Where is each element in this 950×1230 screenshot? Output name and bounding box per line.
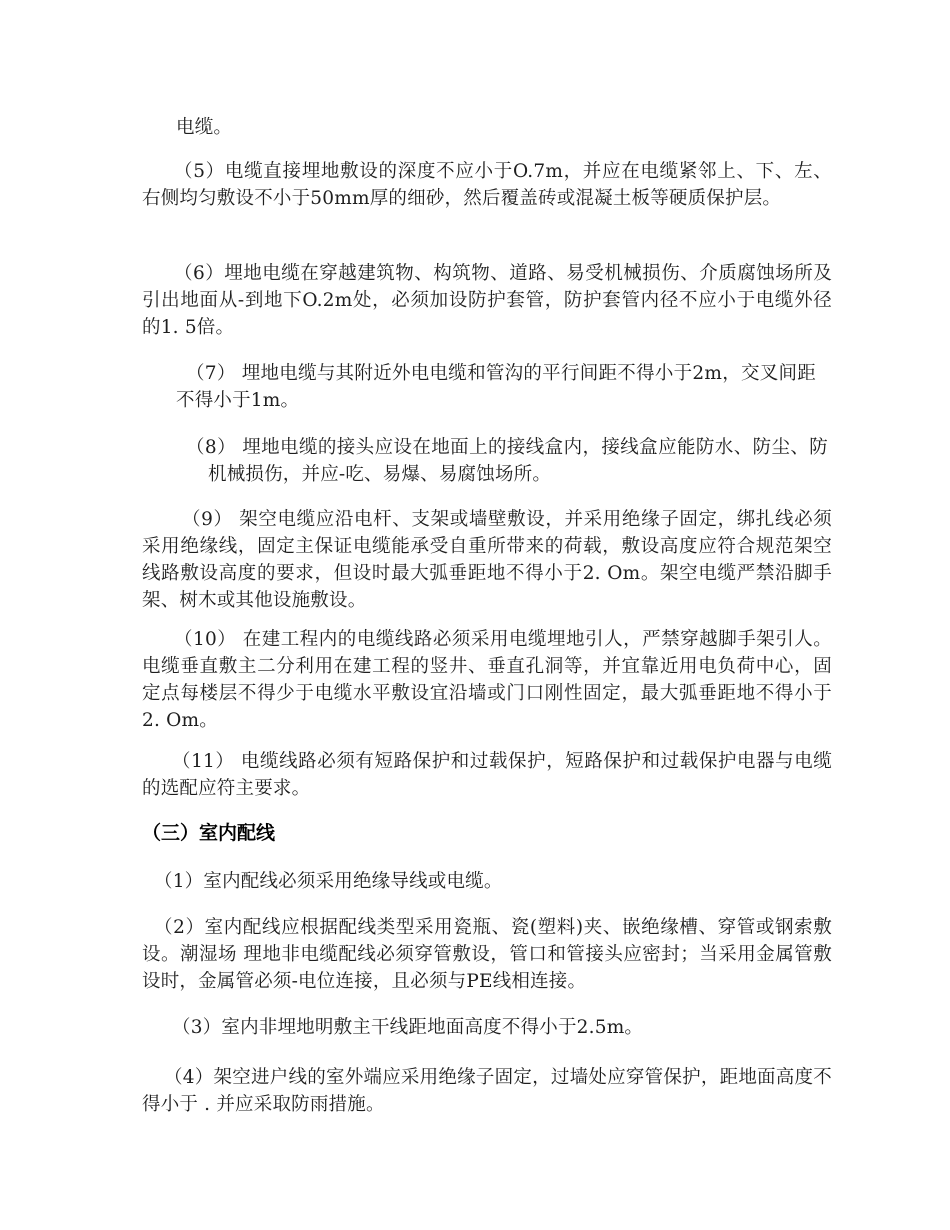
paragraph-item-6: （6）埋地电缆在穿越建筑物、构筑物、道路、易受机械损伤、介质腐蚀场所及引出地面从-到地下O.2m处，必须加设防护套管，防护套管内径不应小于电缆外径的1. 5倍。 [142,263,832,338]
paragraph-item-11: （11） 电缆线路必须有短路保护和过载保护，短路保护和过载保护电器与电缆的选配应符主要求。 [142,751,832,799]
paragraph-item-8: （8） 埋地电缆的接头应设在地面上的接线盒内，接线盒应能防水、防尘、防机械损伤，并应-吃、易爆、易腐蚀场所。 [186,437,828,485]
paragraph-item-9: （9） 架空电缆应沿电杆、支架或墙壁敷设，并采用绝缘子固定，绑扎线必须采用绝缘线，固定主保证电缆能承受自重所带来的荷载，敷设高度应符合规范架空线路敷设高度的要求，但设时最大弧垂距地不得小于2. Om。架空电缆严禁沿脚手架、树木或其他设施敷设。 [142,509,832,611]
paragraph-item-5: （5）电缆直接埋地敷设的深度不应小于O.7m，并应在电缆紧邻上、下、左、右侧均匀敷设不小于50mm厚的细砂，然后覆盖砖或混凝土板等硬质保护层。 [142,161,832,209]
paragraph-indoor-1: （1）室内配线必须采用绝缘导线或电缆。 [154,871,503,892]
section-heading: （三）室内配线 [142,822,276,844]
paragraph-item-10: （10） 在建工程内的电缆线路必须采用电缆埋地引人，严禁穿越脚手架引人。电缆垂直敷主二分利用在建工程的竖井、垂直孔洞等，并宜靠近用电负荷中心，固定点每楼层不得少于电缆水平敷设宜沿墙或门口刚性固定，最大弧垂距地不得小于2. Om。 [142,629,832,731]
paragraph-continuation: 电缆。 [176,117,233,138]
paragraph-indoor-4: （4）架空进户线的室外端应采用绝缘子固定，过墙处应穿管保护，距地面高度不得小于 . 并应采取防雨措施。 [142,1067,832,1115]
paragraph-indoor-2: （2）室内配线应根据配线类型采用瓷瓶、瓷(塑料)夹、嵌绝缘槽、穿管或钢索敷设。潮湿场 理地非电缆配线必须穿管敷设，管口和管接头应密封；当采用金属管敷设时，金属管必须-电位连接，且必须与PE线相连接。 [142,917,832,992]
paragraph-indoor-3: （3）室内非埋地明敷主干线距地面高度不得小于2.5m。 [172,1017,644,1038]
paragraph-item-7: （7） 埋地电缆与其附近外电电缆和管沟的平行间距不得小于2m，交叉间距不得小于1m。 [176,363,816,411]
